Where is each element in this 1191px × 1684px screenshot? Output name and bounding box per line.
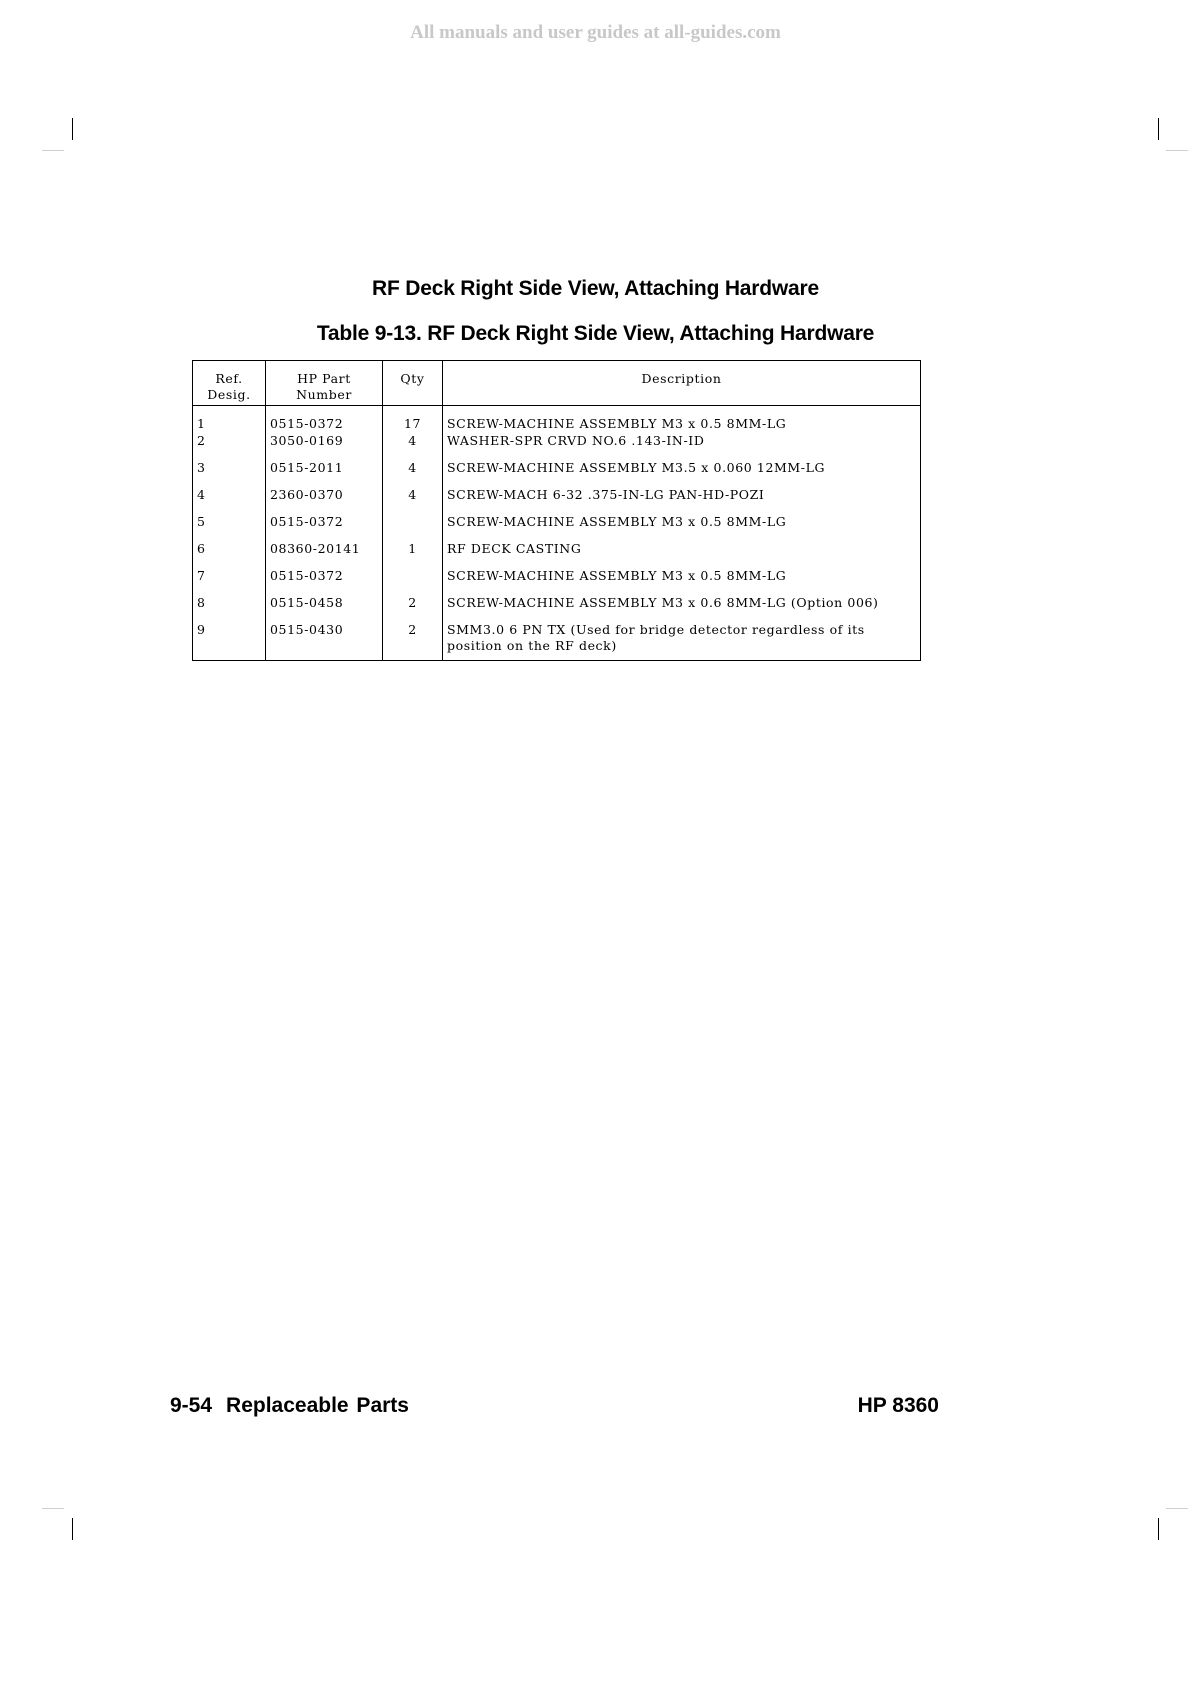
cell-qty: 1 [383,541,443,568]
cell-part-number: 2360-0370 [266,487,383,514]
cell-ref: 6 [193,541,266,568]
cell-description: SCREW-MACHINE ASSEMBLY M3.5 x 0.060 12MM-LG [443,460,921,487]
table-header-row [193,361,921,406]
section-title: RF Deck Right Side View, Attaching Hardware [372,277,819,300]
cell-qty [383,568,443,595]
cell-description: RF DECK CASTING [443,541,921,568]
table-caption: Table 9-13. RF Deck Right Side View, Attaching Hardware [316,322,875,345]
header-ref-line2: Desig. [207,387,251,402]
table-row [193,514,921,541]
cell-part-number: 3050-0169 [266,433,383,460]
cell-description: SCREW-MACHINE ASSEMBLY M3 x 0.5 8MM-LG [443,514,921,541]
watermark: All manuals and user guides at all-guides.com [410,22,781,43]
header-description: Description [443,361,921,406]
cell-qty: 17 [383,406,443,434]
cell-qty [383,514,443,541]
cell-description: SCREW-MACH 6-32 .375-IN-LG PAN-HD-POZI [443,487,921,514]
header-part-number [266,361,383,406]
footer-section: Replaceable Parts [226,1394,409,1417]
table-row [193,487,921,514]
cell-part-number: 0515-0372 [266,568,383,595]
footer-left [170,1394,409,1418]
crop-mark-bottom-right [1158,1518,1159,1540]
cell-qty: 4 [383,460,443,487]
cell-ref: 5 [193,514,266,541]
cell-ref: 4 [193,487,266,514]
header-qty: Qty [383,361,443,406]
cell-part-number: 0515-0372 [266,514,383,541]
cell-part-number: 0515-0430 [266,622,383,661]
cell-ref: 2 [193,433,266,460]
cell-ref: 3 [193,460,266,487]
crop-mark-bottom-left-h [42,1508,64,1509]
crop-mark-top-left [72,118,73,140]
crop-mark-bottom-left [72,1518,73,1540]
table-row [193,595,921,622]
cell-qty: 4 [383,433,443,460]
cell-description: SCREW-MACHINE ASSEMBLY M3 x 0.5 8MM-LG [443,406,921,434]
cell-part-number: 08360-20141 [266,541,383,568]
cell-qty: 2 [383,595,443,622]
footer-product: HP 8360 [857,1394,939,1417]
crop-mark-bottom-right-h [1166,1508,1188,1509]
crop-mark-top-right [1158,118,1159,140]
cell-qty: 4 [383,487,443,514]
cell-description: SCREW-MACHINE ASSEMBLY M3 x 0.5 8MM-LG [443,568,921,595]
header-part-line2: Number [296,387,352,402]
cell-part-number: 0515-2011 [266,460,383,487]
cell-ref: 9 [193,622,266,661]
page-number: 9-54 [170,1394,213,1417]
table-row [193,433,921,460]
cell-part-number: 0515-0372 [266,406,383,434]
cell-part-number: 0515-0458 [266,595,383,622]
parts-table [192,360,921,661]
cell-ref: 1 [193,406,266,434]
cell-ref: 8 [193,595,266,622]
crop-mark-top-left-h [42,150,64,151]
table-row [193,622,921,661]
cell-description: SMM3.0 6 PN TX (Used for bridge detector regardless of its position on the RF deck) [443,622,921,661]
table-row [193,541,921,568]
header-part-line1: HP Part [297,371,351,386]
cell-ref: 7 [193,568,266,595]
table-row [193,460,921,487]
cell-description: WASHER-SPR CRVD NO.6 .143-IN-ID [443,433,921,460]
header-ref-desig [193,361,266,406]
crop-mark-top-right-h [1166,150,1188,151]
table-row [193,406,921,434]
cell-description: SCREW-MACHINE ASSEMBLY M3 x 0.6 8MM-LG (Option 006) [443,595,921,622]
table-row [193,568,921,595]
header-ref-line1: Ref. [215,371,243,386]
cell-qty: 2 [383,622,443,661]
